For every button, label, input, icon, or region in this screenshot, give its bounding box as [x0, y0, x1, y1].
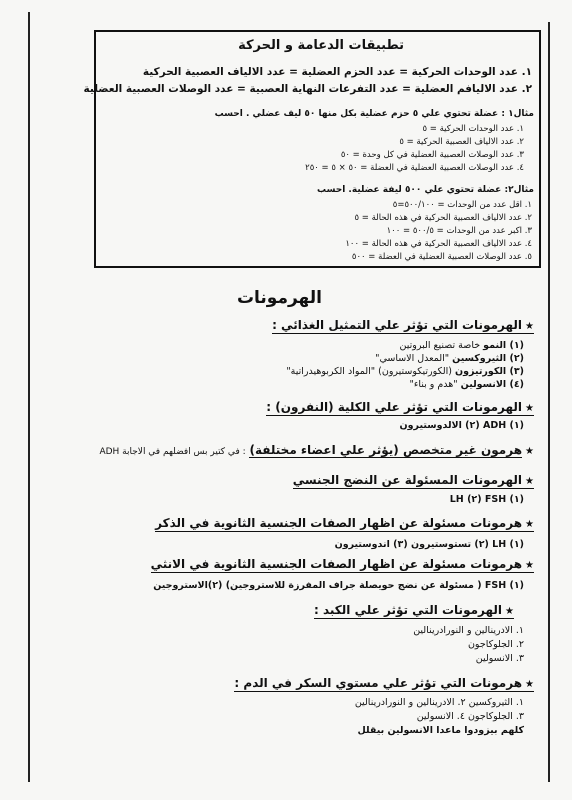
- sugar-row: ٣. الجلوكاجون ٤. الانسولين: [416, 711, 524, 722]
- star-icon: ★: [505, 606, 514, 617]
- star-icon: ★: [525, 321, 534, 332]
- section-metabolism-heading: ★الهرمونات التي تؤثر علي التمثيل الغذائي :: [272, 318, 534, 332]
- example1-title: مثال١ : عضلة تحتوي علي ٥ حزم عضلية بكل منها ٥٠ ليف عضلي . احسب: [214, 109, 534, 119]
- page-border-left: [28, 12, 30, 782]
- metabolism-item: (٢) الثيروكسين "المعدل الاساسي": [375, 353, 524, 364]
- kidney-items: (١) ADH (٢) الالدوستيرون: [399, 420, 524, 431]
- box-title: تطبيقات الدعامة و الحركة: [238, 38, 404, 53]
- star-icon: ★: [525, 519, 534, 530]
- liver-item: ١. الادرينالين و النورادرينالين: [413, 625, 524, 636]
- example2-line: ٤. عدد الالياف العصبية الحركية في هذه الحالة = ١٠٠: [345, 239, 532, 249]
- rule-2: ٢. عدد الاليافم العضلية = عدد التفرعات النهاية العصبية = عدد الوصلات العصبية العضلية: [83, 83, 532, 95]
- example2-title: مثال٢: عضلة تحتوي علي ٥٠٠ ليفة عضلية. احسب: [317, 185, 534, 195]
- example2-line: ٥. عدد الوصلات العصبية العضلية في العضلة = ٥٠٠: [351, 252, 532, 262]
- section-male-heading: ★هرمونات مسئولة عن اظهار الصفات الجنسية الثانوية في الذكر: [155, 516, 534, 530]
- example1-line: ١. عدد الوحدات الحركية = ٥: [422, 124, 524, 134]
- section-female-heading: ★هرمونات مسئولة عن اظهار الصفات الجنسية الثانوية في الانثي: [150, 557, 534, 571]
- metabolism-item: (١) النمو خاصة تصنيع البروتين: [399, 340, 524, 351]
- star-icon: ★: [525, 476, 534, 487]
- nonspecific-note: : في كتير بس افضلهم في الاجابة ADH: [99, 447, 246, 457]
- rule-1: ١. عدد الوحدات الحركية = عدد الحزم العضلية = عدد الالياف العصبية الحركية: [142, 66, 532, 78]
- section-liver-heading: ★الهرمونات التي تؤثر علي الكبد :: [313, 603, 514, 617]
- section-sugar-heading: ★هرمونات التي تؤثر علي مستوي السكر في الدم :: [234, 676, 534, 690]
- female-items: (١) FSH ( مسئولة عن نضج حويصلة جراف المفرزة للاستروجين) (٢)الاستروجين: [153, 580, 524, 591]
- section-puberty-heading: ★الهرمونات المسئولة عن النضج الجنسي: [292, 473, 534, 487]
- liver-item: ٢. الجلوكاجون: [467, 639, 524, 650]
- puberty-items: (١) FSH (٢) LH: [449, 494, 524, 505]
- example1-line: ٢. عدد الالياف العصبية الحركية = ٥: [399, 137, 524, 147]
- star-icon: ★: [525, 560, 534, 571]
- star-icon: ★: [525, 403, 534, 414]
- section-nonspecific: [99, 443, 534, 457]
- section-kidney-heading: ★الهرمونات التي تؤثر علي الكلية (النفرون) :: [266, 400, 534, 414]
- male-items: (١) LH (٢) تستوستيرون (٣) اندوستيرون: [334, 539, 524, 550]
- sugar-note: كلهم بيزودوا ماعدا الانسولين بيقلل: [357, 725, 524, 736]
- page-border-right: [548, 22, 550, 782]
- example1-line: ٣. عدد الوصلات العصبية العضلية في كل وحدة = ٥٠: [340, 150, 524, 160]
- example1-line: ٤. عدد الوصلات العصبية العضلية في العضلة = ٥٠ × ٥ = ٢٥٠: [305, 163, 524, 173]
- liver-item: ٣. الانسولين: [475, 653, 524, 664]
- metabolism-item: (٣) الكورتيزون (الكورتيكوستيرون) "المواد الكربوهيدراتية": [286, 366, 524, 377]
- hormones-title: الهرمونات: [236, 288, 322, 308]
- sugar-row: ١. الثيروكسين ٢. الادرينالين و النورادرينالين: [354, 697, 524, 708]
- star-icon: ★: [525, 446, 534, 457]
- metabolism-item: (٤) الانسولين "هدم و بناء": [409, 379, 524, 390]
- example2-line: ٣. اكبر عدد من الوحدات = ٥٠٠/٥ = ١٠٠: [386, 226, 532, 236]
- nonspecific-heading: هرمون غير متخصص (يؤثر علي اعضاء مختلفة): [249, 443, 523, 457]
- example2-line: ١. اقل عدد من الوحدات = ٥٠٠/١٠٠=٥: [392, 200, 532, 210]
- star-icon: ★: [525, 679, 534, 690]
- example2-line: ٢. عدد الالياف العصبية الحركية في هذه الحالة = ٥: [354, 213, 532, 223]
